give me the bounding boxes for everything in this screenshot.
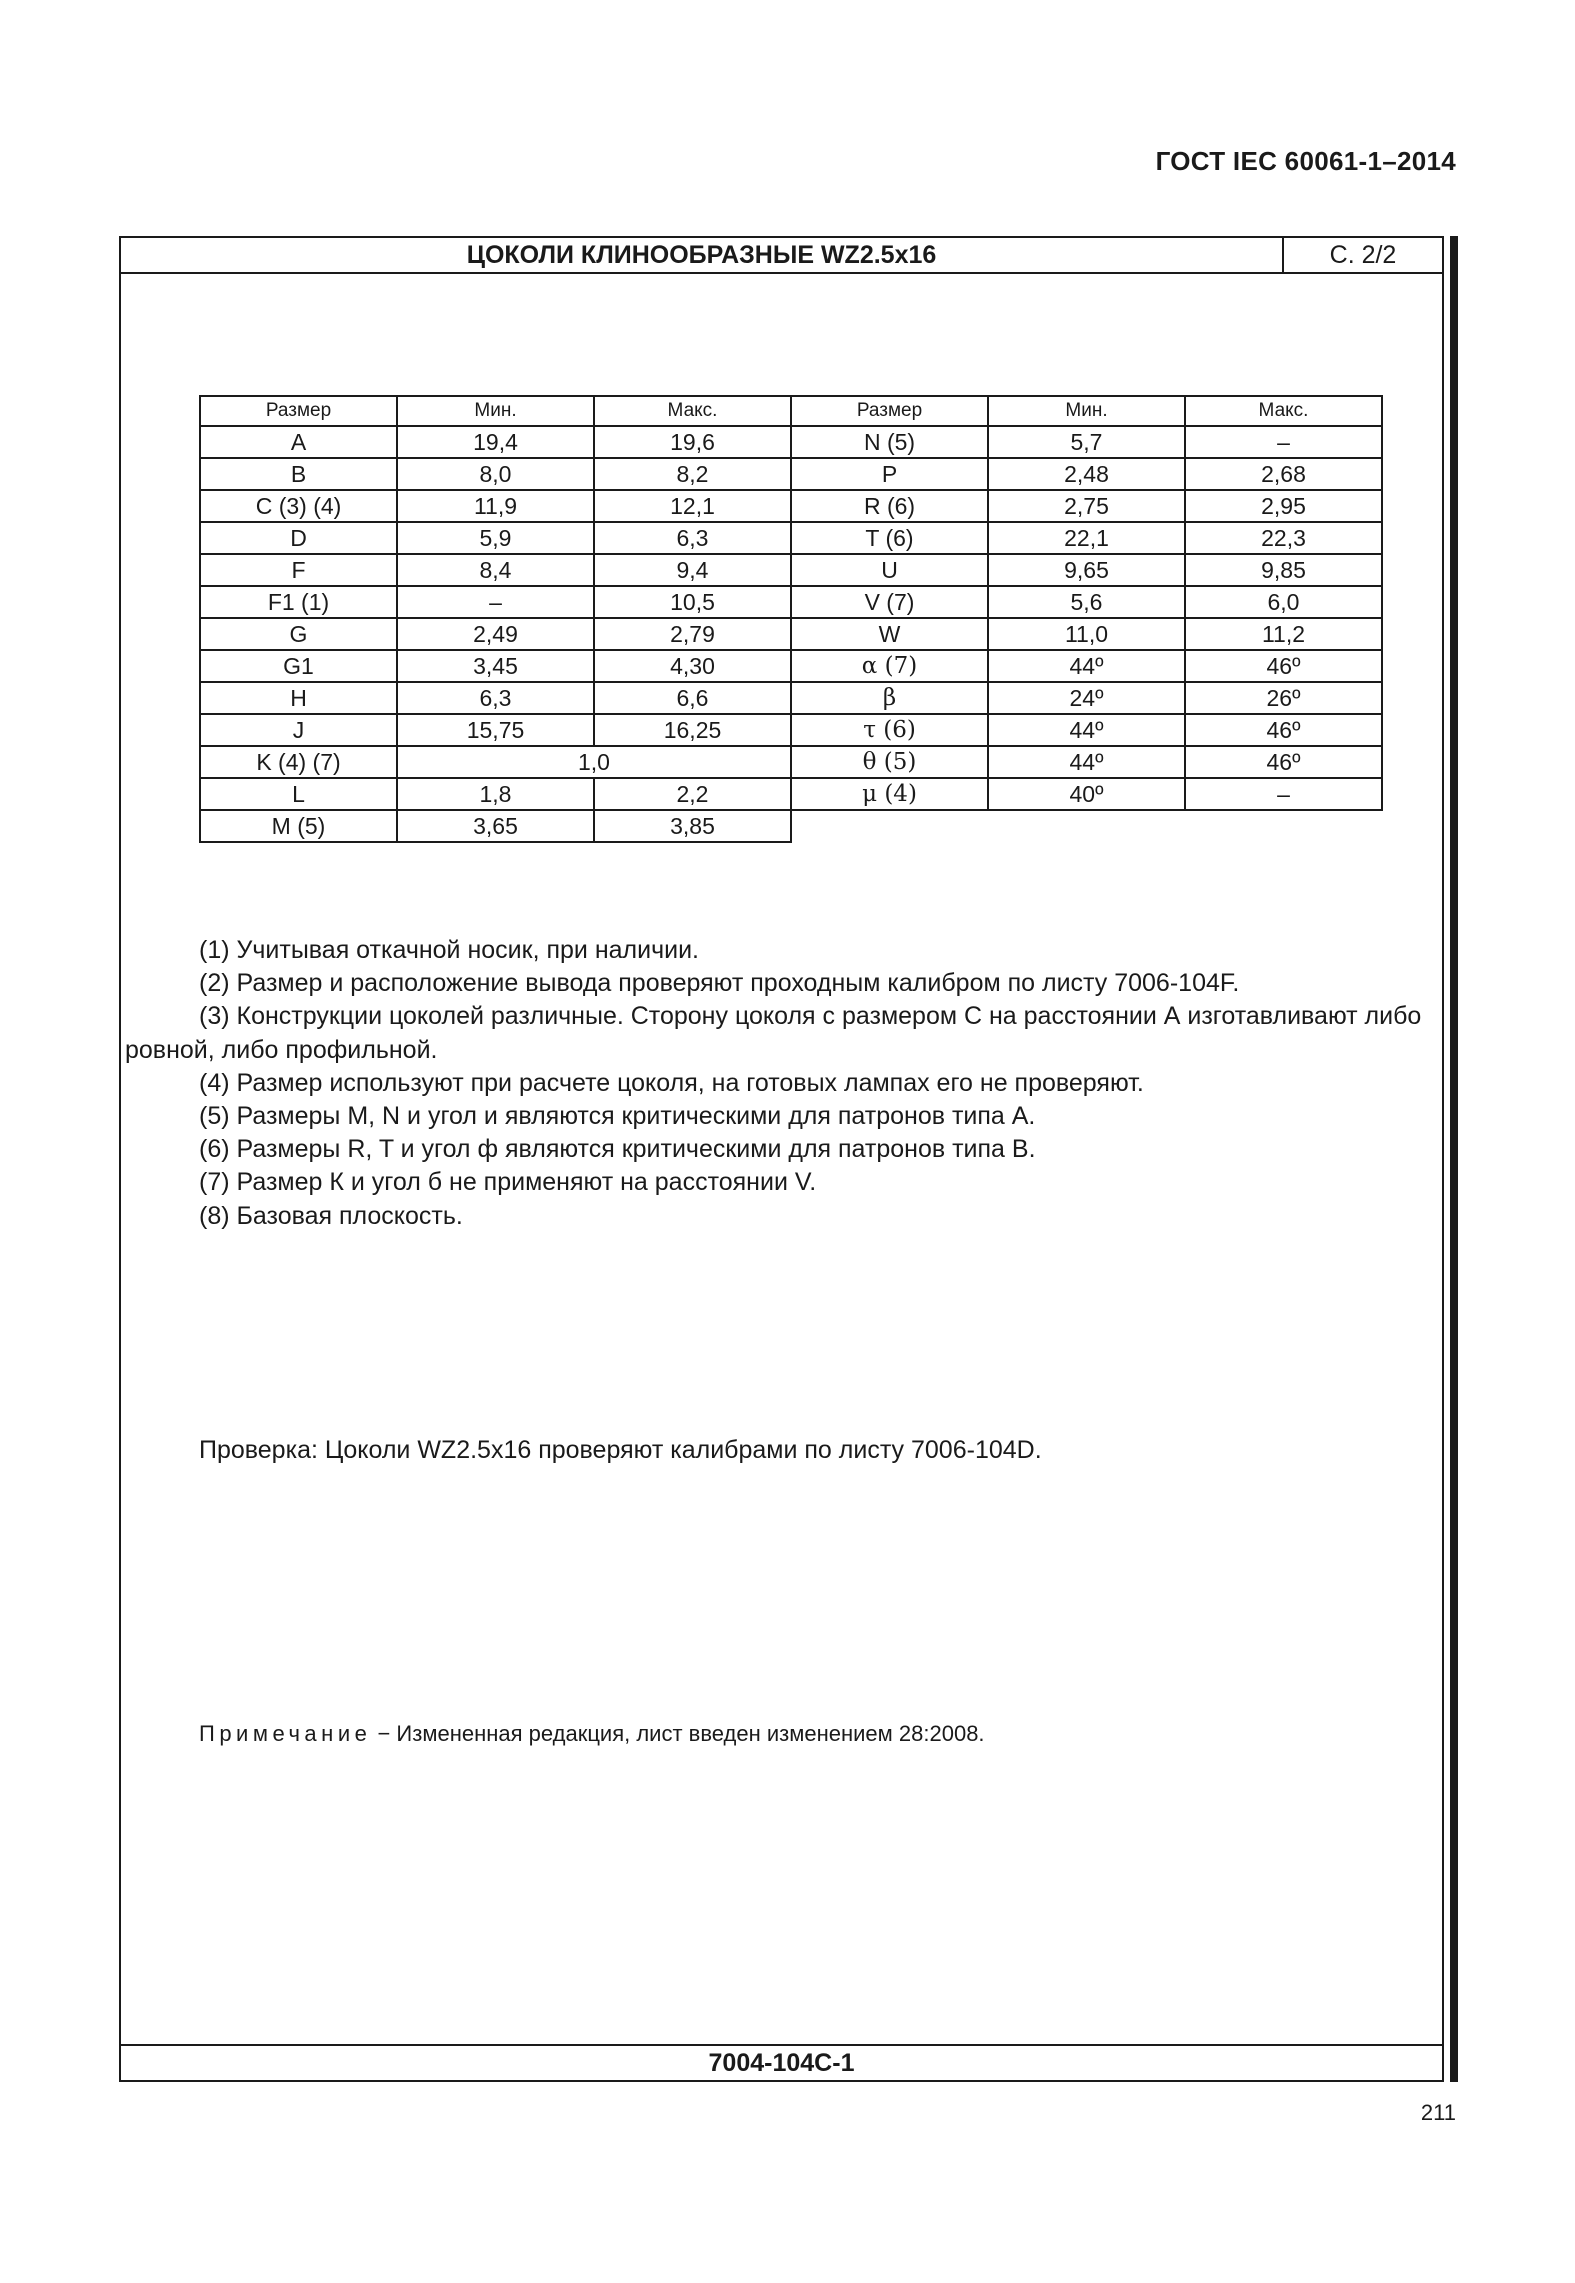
dimension-name: θ (5) [791,746,988,778]
column-header: Размер [200,396,397,426]
dimension-max: 9,4 [594,554,791,586]
page-number: 211 [1420,2100,1456,2125]
column-header: Мин. [397,396,594,426]
dimension-max: 2,95 [1185,490,1382,522]
dimension-name: R (6) [791,490,988,522]
dimension-name: D [200,522,397,554]
dimension-min: 3,45 [397,650,594,682]
column-header: Макс. [1185,396,1382,426]
dimension-min: 15,75 [397,714,594,746]
dimension-name: N (5) [791,426,988,458]
table-row [200,426,1382,458]
dimension-nominal: 1,0 [397,746,791,778]
dimension-min: 5,7 [988,426,1185,458]
dimension-min: 3,65 [397,810,594,842]
dimension-max: 22,3 [1185,522,1382,554]
dimension-min: 44º [988,746,1185,778]
dimension-max: 6,0 [1185,586,1382,618]
remark [199,1721,985,1747]
sheet-footer [121,2044,1442,2080]
dimension-name: J [200,714,397,746]
dimension-name: A [200,426,397,458]
dimension-min: 11,9 [397,490,594,522]
dimension-name: M (5) [200,810,397,842]
table-row [200,586,1382,618]
dimension-name: μ (4) [791,778,988,810]
table-row [200,714,1382,746]
table-row [200,778,1382,810]
dimension-max: 46º [1185,714,1382,746]
dimension-name: T (6) [791,522,988,554]
dimension-min: 44º [988,714,1185,746]
remark-label: Примечание [199,1721,372,1746]
table-row [200,746,1382,778]
table-row [200,618,1382,650]
dimension-name: F [200,554,397,586]
footnote: (2) Размер и расположение вывода проверяют проходным калибром по листу 7006-104F. [199,969,1240,998]
sheet-number: 7004-104C-1 [708,2049,855,2077]
sheet-page-indicator: С. 2/2 [1329,241,1397,269]
dimension-name: B [200,458,397,490]
empty-cell [1185,810,1382,842]
dimension-max: 4,30 [594,650,791,682]
table-row [200,490,1382,522]
dimension-min: 44º [988,650,1185,682]
footnote: (3) Конструкции цоколей различные. Сторону цоколя с размером С на расстоянии А изготавливают либо ровной, либо профильной. [125,1002,1422,1064]
dimension-max: 6,6 [594,682,791,714]
dimension-max: 46º [1185,746,1382,778]
dimension-name: K (4) (7) [200,746,397,778]
check-text: Проверка: Цоколи WZ2.5x16 проверяют калибрами по листу 7006-104D. [199,1436,1042,1464]
dimension-name: β [791,682,988,714]
dimension-name: τ (6) [791,714,988,746]
dimension-min: 24º [988,682,1185,714]
dimension-min: 40º [988,778,1185,810]
dimension-min: 6,3 [397,682,594,714]
dimension-max: 26º [1185,682,1382,714]
dimension-min: 11,0 [988,618,1185,650]
dimension-min: 5,6 [988,586,1185,618]
dimension-name: G1 [200,650,397,682]
table-row [200,682,1382,714]
table-row [200,522,1382,554]
dimension-max: 8,2 [594,458,791,490]
dimension-max: 10,5 [594,586,791,618]
sheet-title: ЦОКОЛИ КЛИНООБРАЗНЫЕ WZ2.5x16 [121,238,1284,272]
dimension-max: 12,1 [594,490,791,522]
dimension-min: 2,49 [397,618,594,650]
footnotes [125,934,1443,1233]
dimensions-table [199,395,1383,843]
remark-text: − Измененная редакция, лист введен изменением 28:2008. [377,1721,985,1746]
dimension-min: – [397,586,594,618]
frame-shadow [1450,236,1458,2082]
dimension-min: 5,9 [397,522,594,554]
footnote: (1) Учитывая откачной носик, при наличии. [199,936,699,964]
footnote: (5) Размеры M, N и угол и являются критическими для патронов типа А. [199,1102,1036,1131]
dimension-max: 2,79 [594,618,791,650]
column-header: Макс. [594,396,791,426]
table-row [200,554,1382,586]
dimension-name: H [200,682,397,714]
dimension-min: 8,0 [397,458,594,490]
table-row [200,458,1382,490]
dimension-name: U [791,554,988,586]
dimension-min: 22,1 [988,522,1185,554]
column-header: Размер [791,396,988,426]
table-row [200,810,1382,842]
dimension-name: G [200,618,397,650]
dimension-max: – [1185,426,1382,458]
sheet-frame [119,236,1444,2082]
footnote: (4) Размер используют при расчете цоколя, на готовых лампах его не проверяют. [199,1068,1144,1097]
dimension-min: 2,48 [988,458,1185,490]
dimension-min: 19,4 [397,426,594,458]
footnote: (8) Базовая плоскость. [199,1201,463,1230]
dimension-min: 9,65 [988,554,1185,586]
dimension-max: 46º [1185,650,1382,682]
dimension-max: – [1185,778,1382,810]
dimension-max: 11,2 [1185,618,1382,650]
dimension-name: F1 (1) [200,586,397,618]
column-header: Мин. [988,396,1185,426]
dimension-max: 2,2 [594,778,791,810]
standard-code: ГОСТ IEC 60061-1–2014 [1155,146,1456,176]
dimension-name: L [200,778,397,810]
dimension-name: P [791,458,988,490]
dimension-max: 16,25 [594,714,791,746]
dimension-min: 8,4 [397,554,594,586]
dimension-max: 3,85 [594,810,791,842]
footnote: (6) Размеры R, T и угол ф являются критическими для патронов типа B. [199,1135,1036,1164]
table-header-row [200,396,1382,426]
dimension-name: C (3) (4) [200,490,397,522]
dimension-max: 9,85 [1185,554,1382,586]
sheet-header [121,238,1442,274]
empty-cell [988,810,1185,842]
table-row [200,650,1382,682]
footnote: (7) Размер К и угол б не применяют на расстоянии V. [199,1168,817,1197]
dimension-max: 2,68 [1185,458,1382,490]
dimension-name: V (7) [791,586,988,618]
dimension-name: W [791,618,988,650]
empty-cell [791,810,988,842]
dimension-min: 1,8 [397,778,594,810]
dimension-max: 6,3 [594,522,791,554]
dimension-name: α (7) [791,650,988,682]
dimension-max: 19,6 [594,426,791,458]
dimension-min: 2,75 [988,490,1185,522]
